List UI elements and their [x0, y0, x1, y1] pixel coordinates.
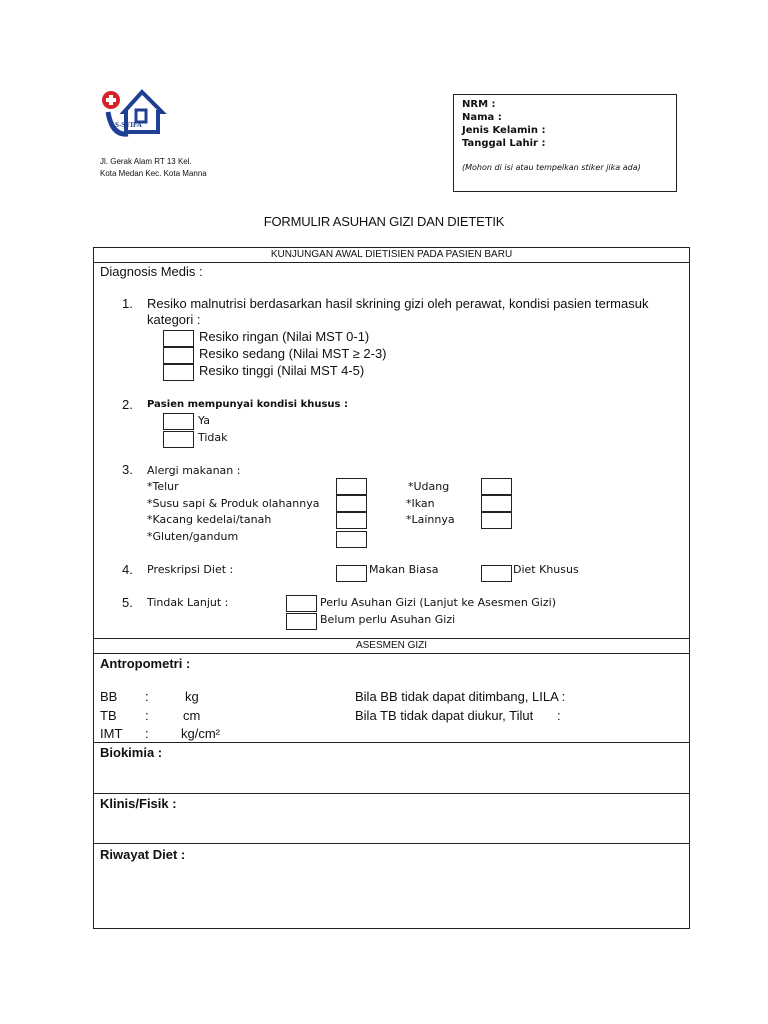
- q1-number: 1.: [122, 296, 133, 311]
- section1-header: KUNJUNGAN AWAL DIETISIEN PADA PASIEN BARU: [270, 249, 513, 260]
- q5-text: Tindak Lanjut :: [147, 596, 229, 609]
- biokimia-label: Biokimia :: [100, 745, 163, 760]
- allergy-telur: *Telur: [147, 480, 179, 493]
- option-kondisi-ya: Ya: [198, 414, 210, 427]
- checkbox-telur[interactable]: [336, 478, 367, 495]
- checkbox-diet-khusus[interactable]: [481, 565, 512, 582]
- riwayat-label: Riwayat Diet :: [100, 847, 186, 862]
- q1-text-line1: Resiko malnutrisi berdasarkan hasil skrining gizi oleh perawat, kondisi pasien termasuk: [147, 296, 649, 311]
- allergy-lainnya: *Lainnya: [406, 513, 455, 526]
- allergy-susu: *Susu sapi & Produk olahannya: [147, 497, 320, 510]
- nrm-label: NRM :: [462, 99, 496, 110]
- imt-unit: kg/cm²: [181, 726, 220, 741]
- checkbox-ikan[interactable]: [481, 495, 512, 512]
- allergy-udang: *Udang: [408, 480, 450, 493]
- diagnosis-label: Diagnosis Medis :: [100, 264, 203, 279]
- checkbox-gluten[interactable]: [336, 531, 367, 548]
- sticker-note: (Mohon di isi atau tempelkan stiker jika ada): [462, 163, 641, 172]
- bb-note: Bila BB tidak dapat ditimbang, LILA :: [355, 689, 566, 704]
- checkbox-resiko-tinggi[interactable]: [163, 364, 194, 381]
- option-resiko-tinggi: Resiko tinggi (Nilai MST 4-5): [199, 363, 365, 378]
- option-belum-perlu: Belum perlu Asuhan Gizi: [320, 613, 456, 626]
- antropometri-label: Antropometri :: [100, 656, 191, 671]
- checkbox-perlu-asuhan[interactable]: [286, 595, 317, 612]
- q1-text-line2: kategori :: [147, 312, 201, 327]
- checkbox-belum-perlu[interactable]: [286, 613, 317, 630]
- clinic-logo-graphic: [98, 86, 168, 150]
- riwayat-divider: [93, 843, 690, 844]
- clinic-address-line2: Kota Medan Kec. Kota Manna: [100, 169, 207, 178]
- q4-text: Preskripsi Diet :: [147, 563, 234, 576]
- section2-header: ASESMEN GIZI: [355, 640, 428, 651]
- imt-colon: :: [145, 726, 149, 741]
- q2-number: 2.: [122, 397, 133, 412]
- tb-note-colon: :: [557, 708, 561, 723]
- allergy-ikan: *Ikan: [406, 497, 435, 510]
- section1-header-divider: [93, 262, 690, 263]
- klinis-divider: [93, 793, 690, 794]
- checkbox-susu[interactable]: [336, 495, 367, 512]
- nama-label: Nama :: [462, 112, 502, 123]
- jenis-kelamin-label: Jenis Kelamin :: [462, 125, 546, 136]
- checkbox-kacang[interactable]: [336, 512, 367, 529]
- section2-top-divider: [93, 638, 690, 639]
- option-resiko-sedang: Resiko sedang (Nilai MST ≥ 2-3): [199, 346, 387, 361]
- tb-colon: :: [145, 708, 149, 723]
- option-diet-khusus: Diet Khusus: [513, 563, 579, 576]
- option-perlu-asuhan: Perlu Asuhan Gizi (Lanjut ke Asesmen Gizi): [320, 596, 556, 609]
- clinic-logo-name: AS-SYIFA: [110, 121, 142, 129]
- form-title: FORMULIR ASUHAN GIZI DAN DIETETIK: [263, 214, 505, 229]
- option-makan-biasa: Makan Biasa: [369, 563, 439, 576]
- checkbox-kondisi-tidak[interactable]: [163, 431, 194, 448]
- checkbox-makan-biasa[interactable]: [336, 565, 367, 582]
- checkbox-lainnya[interactable]: [481, 512, 512, 529]
- option-resiko-ringan: Resiko ringan (Nilai MST 0-1): [199, 329, 370, 344]
- checkbox-resiko-ringan[interactable]: [163, 330, 194, 347]
- checkbox-resiko-sedang[interactable]: [163, 347, 194, 364]
- bb-colon: :: [145, 689, 149, 704]
- imt-label: IMT: [100, 726, 123, 741]
- q3-text: Alergi makanan :: [147, 464, 241, 477]
- tb-label: TB: [100, 708, 117, 723]
- section2-header-divider: [93, 653, 690, 654]
- allergy-kacang: *Kacang kedelai/tanah: [147, 513, 272, 526]
- checkbox-kondisi-ya[interactable]: [163, 413, 194, 430]
- q3-number: 3.: [122, 462, 133, 477]
- q2-text: Pasien mempunyai kondisi khusus :: [147, 399, 348, 410]
- checkbox-udang[interactable]: [481, 478, 512, 495]
- tanggal-lahir-label: Tanggal Lahir :: [462, 138, 546, 149]
- klinis-label: Klinis/Fisik :: [100, 796, 177, 811]
- clinic-logo: [98, 86, 168, 150]
- allergy-gluten: *Gluten/gandum: [147, 530, 239, 543]
- q5-number: 5.: [122, 595, 133, 610]
- tb-note: Bila TB tidak dapat diukur, Tilut: [355, 708, 534, 723]
- tb-unit: cm: [183, 708, 201, 723]
- q4-number: 4.: [122, 562, 133, 577]
- option-kondisi-tidak: Tidak: [198, 431, 228, 444]
- bb-label: BB: [100, 689, 118, 704]
- biokimia-divider: [93, 742, 690, 743]
- clinic-address-line1: Jl. Gerak Alam RT 13 Kel.: [100, 157, 192, 166]
- bb-unit: kg: [185, 689, 199, 704]
